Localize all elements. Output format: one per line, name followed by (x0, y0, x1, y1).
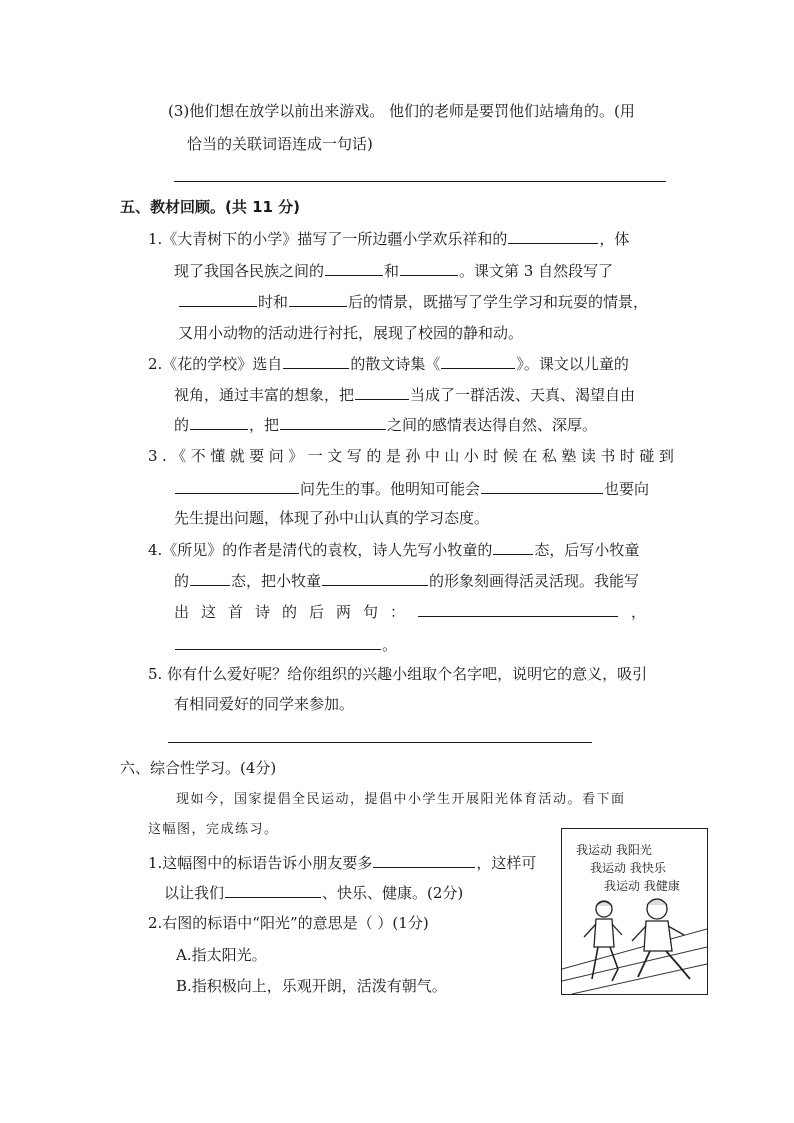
blank-field[interactable] (179, 291, 257, 307)
s5-q1-line4: 又用小动物的活动进行衬托，展现了校园的静和动。 (178, 324, 524, 342)
s6-q1-line2: 以让我们 、快乐、健康。(2分) (164, 884, 464, 902)
blank-field[interactable] (441, 353, 515, 369)
s5-q3-line3: 先生提出问题，体现了孙中山认真的学习态度。 (174, 509, 490, 527)
s6-q2-option-b[interactable]: B.指积极向上，乐观开朗，活泼有朝气。 (176, 977, 447, 995)
blank-field[interactable] (190, 414, 248, 430)
slogan-line-3: 我运动 我健康 (604, 879, 680, 893)
s5-q2-line1: 2.《花的学校》选自 的散文诗集《 》。课文以儿童的 (148, 355, 629, 373)
s5-q4-line3: 出这首诗的后两句： ， (174, 603, 647, 621)
sports-illustration (561, 828, 708, 995)
s6-q2-option-a[interactable]: A.指太阳光。 (176, 946, 267, 964)
s6-intro-line2: 这幅图，完成练习。 (148, 822, 279, 837)
s5-q1-line2: 现了我国各民族之间的 和 。课文第 3 自然段写了 (174, 262, 614, 280)
s6-q2-stem: 2.右图的标语中“阳光”的意思是（ ）(1分) (148, 914, 429, 932)
s5-q4-line1: 4.《所见》的作者是清代的袁枚，诗人先写小牧童的 态，后写小牧童 (148, 541, 640, 559)
running-children-drawing (562, 829, 707, 994)
blank-field[interactable] (280, 414, 386, 430)
q3-combine-line1: (3)他们想在放学以前出来游戏。 他们的老师是要罚他们站墙角的。(用 (168, 102, 635, 120)
slogan-line-1: 我运动 我阳光 (576, 843, 652, 857)
q3-combine-line2: 恰当的关联词语连成一句话) (187, 135, 373, 153)
s5-q1-line1: 1.《大青树下的小学》描写了一所边疆小学欢乐祥和的 ，体 (148, 230, 630, 248)
s6-q1-line1: 1.这幅图中的标语告诉小朋友要多 ，这样可 (148, 854, 537, 872)
section6-title: 六、综合性学习。(4分) (120, 759, 277, 777)
s5-q5-line2: 有相同爱好的同学来参加。 (174, 695, 355, 713)
s5-q2-line3: 的 ，把 之间的感情表达得自然、深厚。 (174, 416, 598, 434)
blank-field[interactable] (283, 353, 349, 369)
blank-field[interactable] (175, 478, 299, 494)
slogan-line-2: 我运动 我快乐 (590, 861, 666, 875)
blank-field[interactable] (400, 260, 458, 276)
s5-q5-line1: 5. 你有什么爱好呢？给你组织的兴趣小组取个名字吧，说明它的意义，吸引 (148, 665, 648, 683)
s5-q2-line2: 视角，通过丰富的想象，把 当成了一群活泼、天真、渴望自由 (174, 386, 636, 404)
blank-field[interactable] (190, 570, 230, 586)
blank-field[interactable] (322, 570, 428, 586)
blank-field[interactable] (175, 634, 381, 650)
blank-field[interactable] (418, 601, 618, 617)
section5-title: 五、教材回顾。(共 11 分) (120, 198, 301, 216)
answer-line[interactable] (174, 181, 666, 182)
blank-field[interactable] (373, 852, 475, 868)
blank-field[interactable] (289, 291, 347, 307)
s5-q4-line2: 的 态，把小牧童 的形象刻画得活灵活现。我能写 (174, 572, 640, 590)
s6-intro-line1: 现如今，国家提倡全民运动，提倡中小学生开展阳光体育活动。看下面 (176, 792, 626, 807)
blank-field[interactable] (493, 539, 533, 555)
blank-field[interactable] (325, 260, 383, 276)
s5-q3-line2: 问先生的事。他明知可能会 也要向 (174, 478, 649, 499)
blank-field[interactable] (225, 882, 321, 898)
blank-field[interactable] (355, 384, 409, 400)
answer-line[interactable] (168, 742, 592, 743)
s5-q3-line1: 3.《不懂就要问》一文写的是孙中山小时候在私塾读书时碰到 (148, 447, 679, 465)
s5-q4-line4: 。 (174, 634, 397, 655)
blank-field[interactable] (508, 228, 598, 244)
blank-field[interactable] (481, 478, 603, 494)
s5-q1-line3: 时和 后的情景，既描写了学生学习和玩耍的情景， (178, 291, 648, 312)
